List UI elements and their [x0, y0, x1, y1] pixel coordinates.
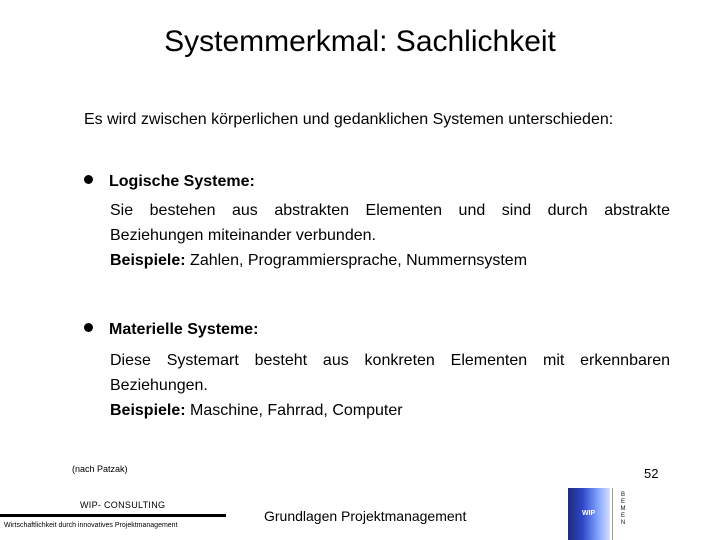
bullet-heading: Materielle Systeme: — [109, 321, 259, 338]
section-desc-line: Beziehungen. — [110, 377, 208, 394]
company-logo — [568, 488, 636, 540]
footer-tagline: Wirtschaftlichkeit durch innovatives Projektmanagement — [4, 522, 178, 529]
bullet-logical-systems — [84, 170, 255, 194]
section-examples — [110, 248, 670, 273]
bullet-icon — [84, 323, 93, 332]
section-desc-line: Diese Systemart besteht aus konkreten Elementen mit erkennbaren — [110, 352, 670, 369]
examples-label: Beispiele: — [110, 402, 186, 419]
logo-letters: B E M E N — [620, 492, 626, 526]
bullet-icon — [84, 175, 93, 184]
footer-company: WIP- CONSULTING — [80, 500, 166, 510]
section-examples — [110, 398, 670, 423]
examples-text: Zahlen, Programmiersprache, Nummernsystem — [185, 252, 528, 269]
footer-course-title: Grundlagen Projektmanagement — [264, 508, 467, 524]
section-material-body — [110, 348, 670, 423]
slide-title: Systemmerkmal: Sachlichkeit — [164, 25, 556, 58]
section-desc-line: Beziehungen miteinander verbunden. — [110, 227, 376, 244]
footer-divider — [0, 514, 226, 517]
examples-label: Beispiele: — [110, 252, 186, 269]
bullet-material-systems — [84, 318, 258, 342]
examples-text: Maschine, Fahrrad, Computer — [185, 402, 403, 419]
section-desc-line: Sie bestehen aus abstrakten Elementen und sind durch abstrakte — [110, 202, 670, 219]
source-citation: (nach Patzak) — [72, 464, 128, 474]
bullet-heading: Logische Systeme: — [109, 173, 255, 190]
logo-text: WIP — [582, 510, 596, 517]
section-logical-body — [110, 198, 670, 273]
page-number: 52 — [644, 466, 659, 481]
intro-text: Es wird zwischen körperlichen und gedanklichen Systemen unterschieden: — [84, 111, 614, 128]
